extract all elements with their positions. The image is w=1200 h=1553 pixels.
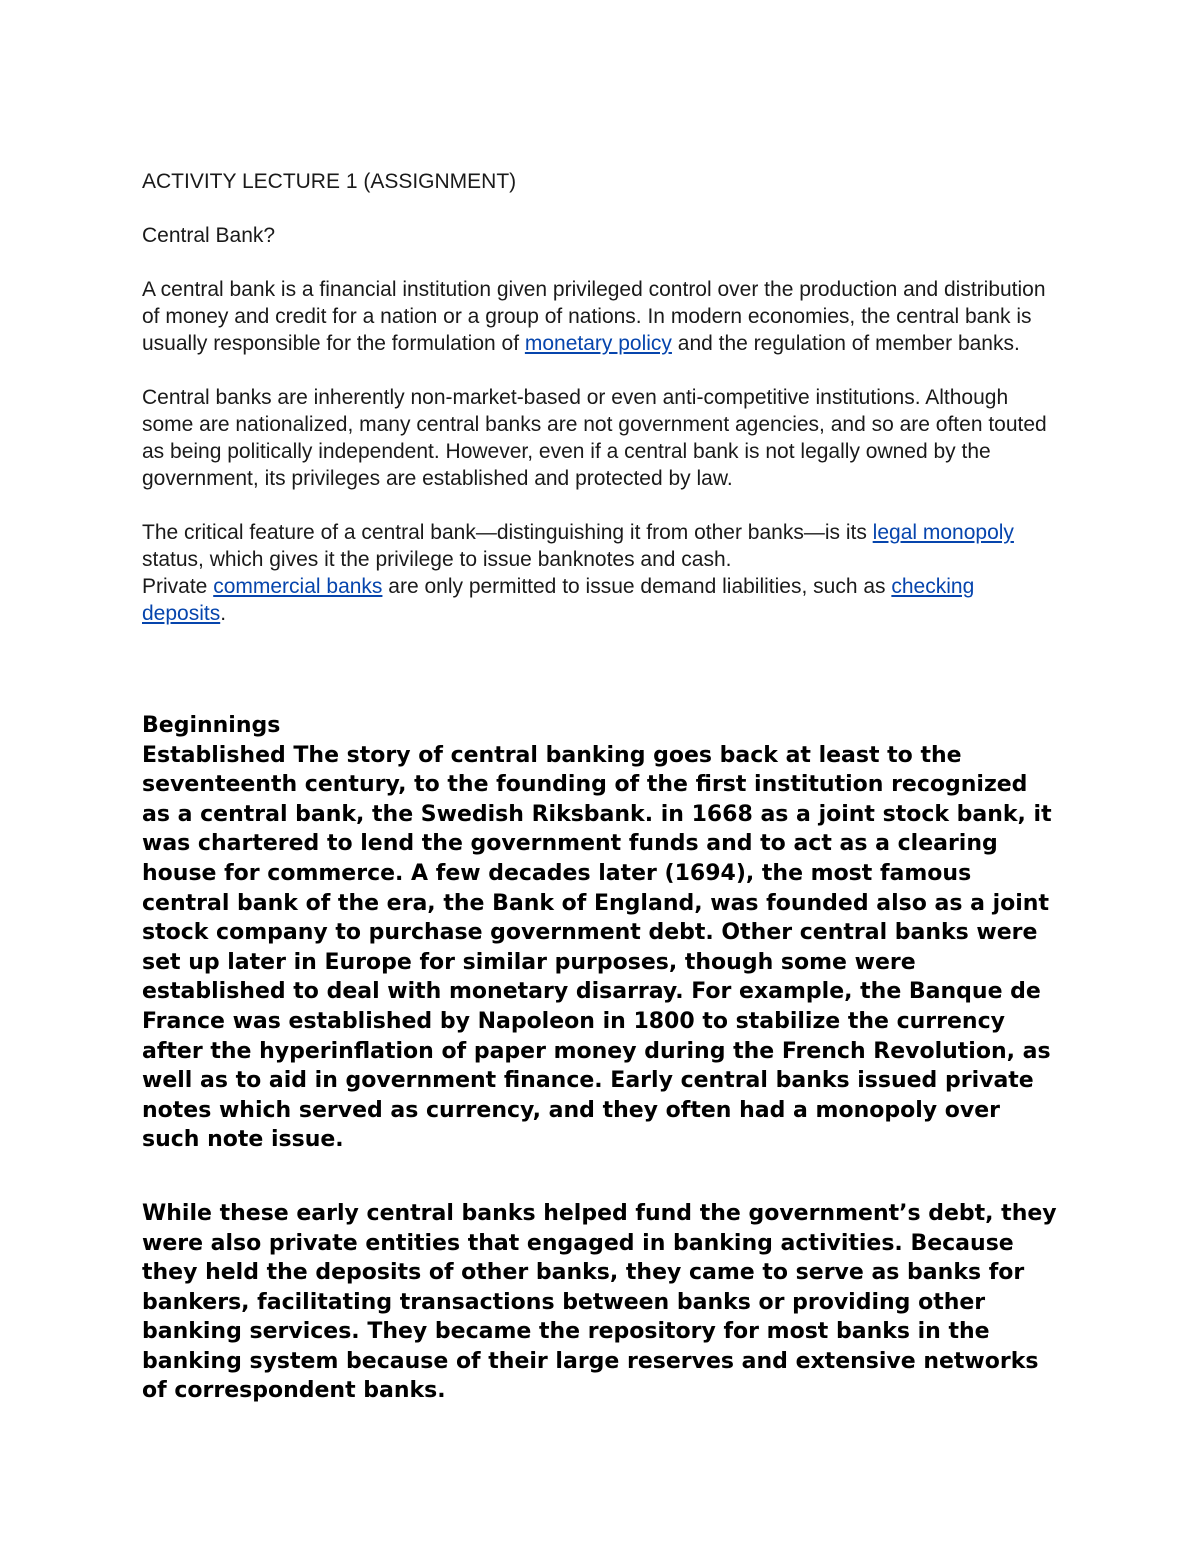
paragraph-non-market: Central banks are inherently non-market-based or even anti-competitive institutions. Although some are nationalized, many central banks are not government agencies, and so are often touted as being politically independent. However, even if a central bank is not legally owned by the government, its privileges are established and protected by law. — [142, 386, 1047, 490]
paragraph-definition-text-a: A central bank is a financial institution given privileged control over the production and distribution of money and credit for a nation or a group of nations. In modern economies, the central bank is usually responsible for the formulation of — [142, 278, 1046, 355]
paragraph-definition — [142, 276, 1062, 357]
paragraph-critical-text-b: status, which gives it the privilege to issue banknotes and cash. — [142, 548, 732, 571]
link-monetary-policy[interactable]: monetary policy — [524, 332, 672, 355]
paragraph-definition-text-b: and the regulation of member banks. — [671, 332, 1020, 355]
document-page — [142, 168, 1062, 1406]
document-title: ACTIVITY LECTURE 1 (ASSIGNMENT) — [142, 170, 517, 193]
link-checking-deposits[interactable]: checking deposits — [142, 575, 975, 625]
link-commercial-banks[interactable]: commercial banks — [213, 575, 383, 598]
paragraph-critical-feature — [142, 519, 1062, 627]
intro-section — [142, 168, 1062, 627]
beginnings-paragraph-history: Established The story of central banking goes back at least to the seventeenth century, to the founding of the first institution recognized as a central bank, the Swedish Riksbank. in 1668 as a joint stock bank, it was chartered to lend the government funds and to act as a clearing house for commerce. A few decades later (1694), the most famous central bank of the era, the Bank of England, was founded also as a joint stock company to purchase government debt. Other central banks were set up later in Europe for similar purposes, though some were established to deal with monetary disarray. For example, the Banque de France was established by Napoleon in 1800 to stabilize the currency after the hyperinflation of paper money during the French Revolution, as well as to aid in government finance. Early central banks issued private notes which served as currency, and they often had a monopoly over such note issue. — [142, 742, 1052, 1153]
beginnings-section — [142, 711, 1062, 1406]
beginnings-heading: Beginnings — [142, 713, 281, 738]
paragraph-critical-text-e: . — [220, 602, 227, 625]
paragraph-critical-text-a: The critical feature of a central bank—distinguishing it from other banks—is its — [142, 521, 873, 544]
link-legal-monopoly[interactable]: legal monopoly — [872, 521, 1014, 544]
paragraph-critical-text-d: are only permitted to issue demand liabilities, such as — [382, 575, 892, 598]
paragraph-critical-text-c: Private — [142, 575, 214, 598]
beginnings-paragraph-bankers-bank: While these early central banks helped fund the government’s debt, they were also private entities that engaged in banking activities. Because they held the deposits of other banks, they came to serve as banks for bankers, facilitating transactions between banks or providing other banking services. They became the repository for most banks in the banking system because of their large reserves and extensive networks of correspondent banks. — [142, 1200, 1057, 1404]
question-heading: Central Bank? — [142, 224, 276, 247]
